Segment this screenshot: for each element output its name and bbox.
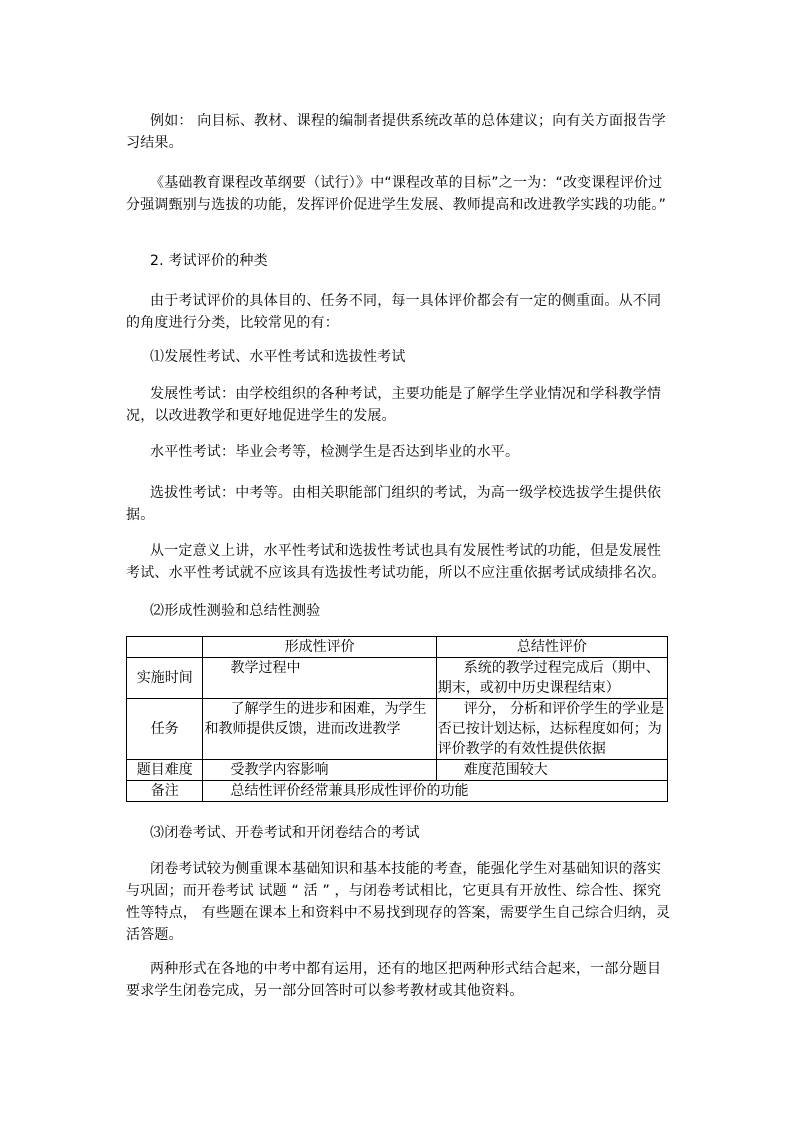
table-cell: 评分， 分析和评价学生的学业是否已按计划达标，达标程度如何；为评价教学的有效性提供依据 [436,699,667,760]
table-row [127,658,668,699]
table-cell: 教学过程中 [203,658,436,699]
table-cell: 实施时间 [127,658,203,699]
paragraph-developmental-exam: 发展性考试：由学校组织的各种考试，主要功能是了解学生学业情况和学科教学情况，以改进教学和更好地促进学生的发展。 [126,386,662,424]
table-row [127,699,668,760]
evaluation-comparison-table [126,636,668,802]
paragraph-selective-exam: 选拔性考试：中考等。由相关职能部门组织的考试，为高一级学校选拔学生提供依据。 [126,485,662,523]
paragraph-combined-forms: 两种形式在各地的中考中都有运用，还有的地区把两种形式结合起来，一部分题目要求学生闭卷完成，另一部分回答时可以参考教材或其他资料。 [126,961,662,999]
paragraph-classification-intro: 由于考试评价的具体目的、任务不同，每一具体评价都会有一定的侧重面。从不同的角度进行分类，比较常见的有： [126,293,662,331]
table-cell: 总结性评价经常兼具形成性评价的功能 [203,781,668,802]
table-header-cell [127,637,203,658]
subheading-formative-summative: ⑵形成性测验和总结性测验 [150,603,321,619]
paragraph-example: 例如： 向目标、教材、课程的编制者提供系统改革的总体建议；向有关方面报告学习结果。 [126,113,666,151]
table-cell: 任务 [127,699,203,760]
table-cell: 系统的教学过程完成后（期中、期末，或初中历史课程结束） [436,658,667,699]
subheading-developmental-level-selective: ⑴发展性考试、水平性考试和选拔性考试 [150,349,406,365]
table-cell: 备注 [127,781,203,802]
paragraph-reform-goal: 《基础教育课程改革纲要（试行）》中“课程改革的目标”之一为：“改变课程评价过分强调甄别与选拔的功能，发挥评价促进学生发展、教师提高和改进教学实践的功能。” [126,175,667,213]
table-cell: 了解学生的进步和困难，为学生和教师提供反馈，进而改进教学 [203,699,436,760]
subheading-closed-open-book: ⑶闭卷考试、开卷考试和开闭卷结合的考试 [150,825,420,841]
section-heading-exam-types: 2. 考试评价的种类 [150,253,268,269]
table-cell: 题目难度 [127,760,203,781]
table-header-cell: 总结性评价 [436,637,667,658]
paragraph-exam-function-note: 从一定意义上讲，水平性考试和选拔性考试也具有发展性考试的功能，但是发展性考试、水平性考试就不应该具有选拔性考试功能，所以不应注重依据考试成绩排名次。 [126,543,666,581]
paragraph-level-exam: 水平性考试：毕业会考等，检测学生是否达到毕业的水平。 [150,444,520,460]
table-header-cell: 形成性评价 [203,637,436,658]
table-header-row [127,637,668,658]
paragraph-closed-vs-open-book: 闭卷考试较为侧重课本基础知识和基本技能的考查，能强化学生对基础知识的落实与巩固；而开卷考试 试题 “ 活 ” ，与闭卷考试相比，它更具有开放性、综合性、探究性等特点， 有些题在课本上和资料中不易找到现存的答案，需要学生自己综合归纳，灵活答题。 [126,861,671,943]
table-cell: 难度范围较大 [436,760,667,781]
table-row [127,781,668,802]
table-row [127,760,668,781]
table-cell: 受教学内容影响 [203,760,436,781]
